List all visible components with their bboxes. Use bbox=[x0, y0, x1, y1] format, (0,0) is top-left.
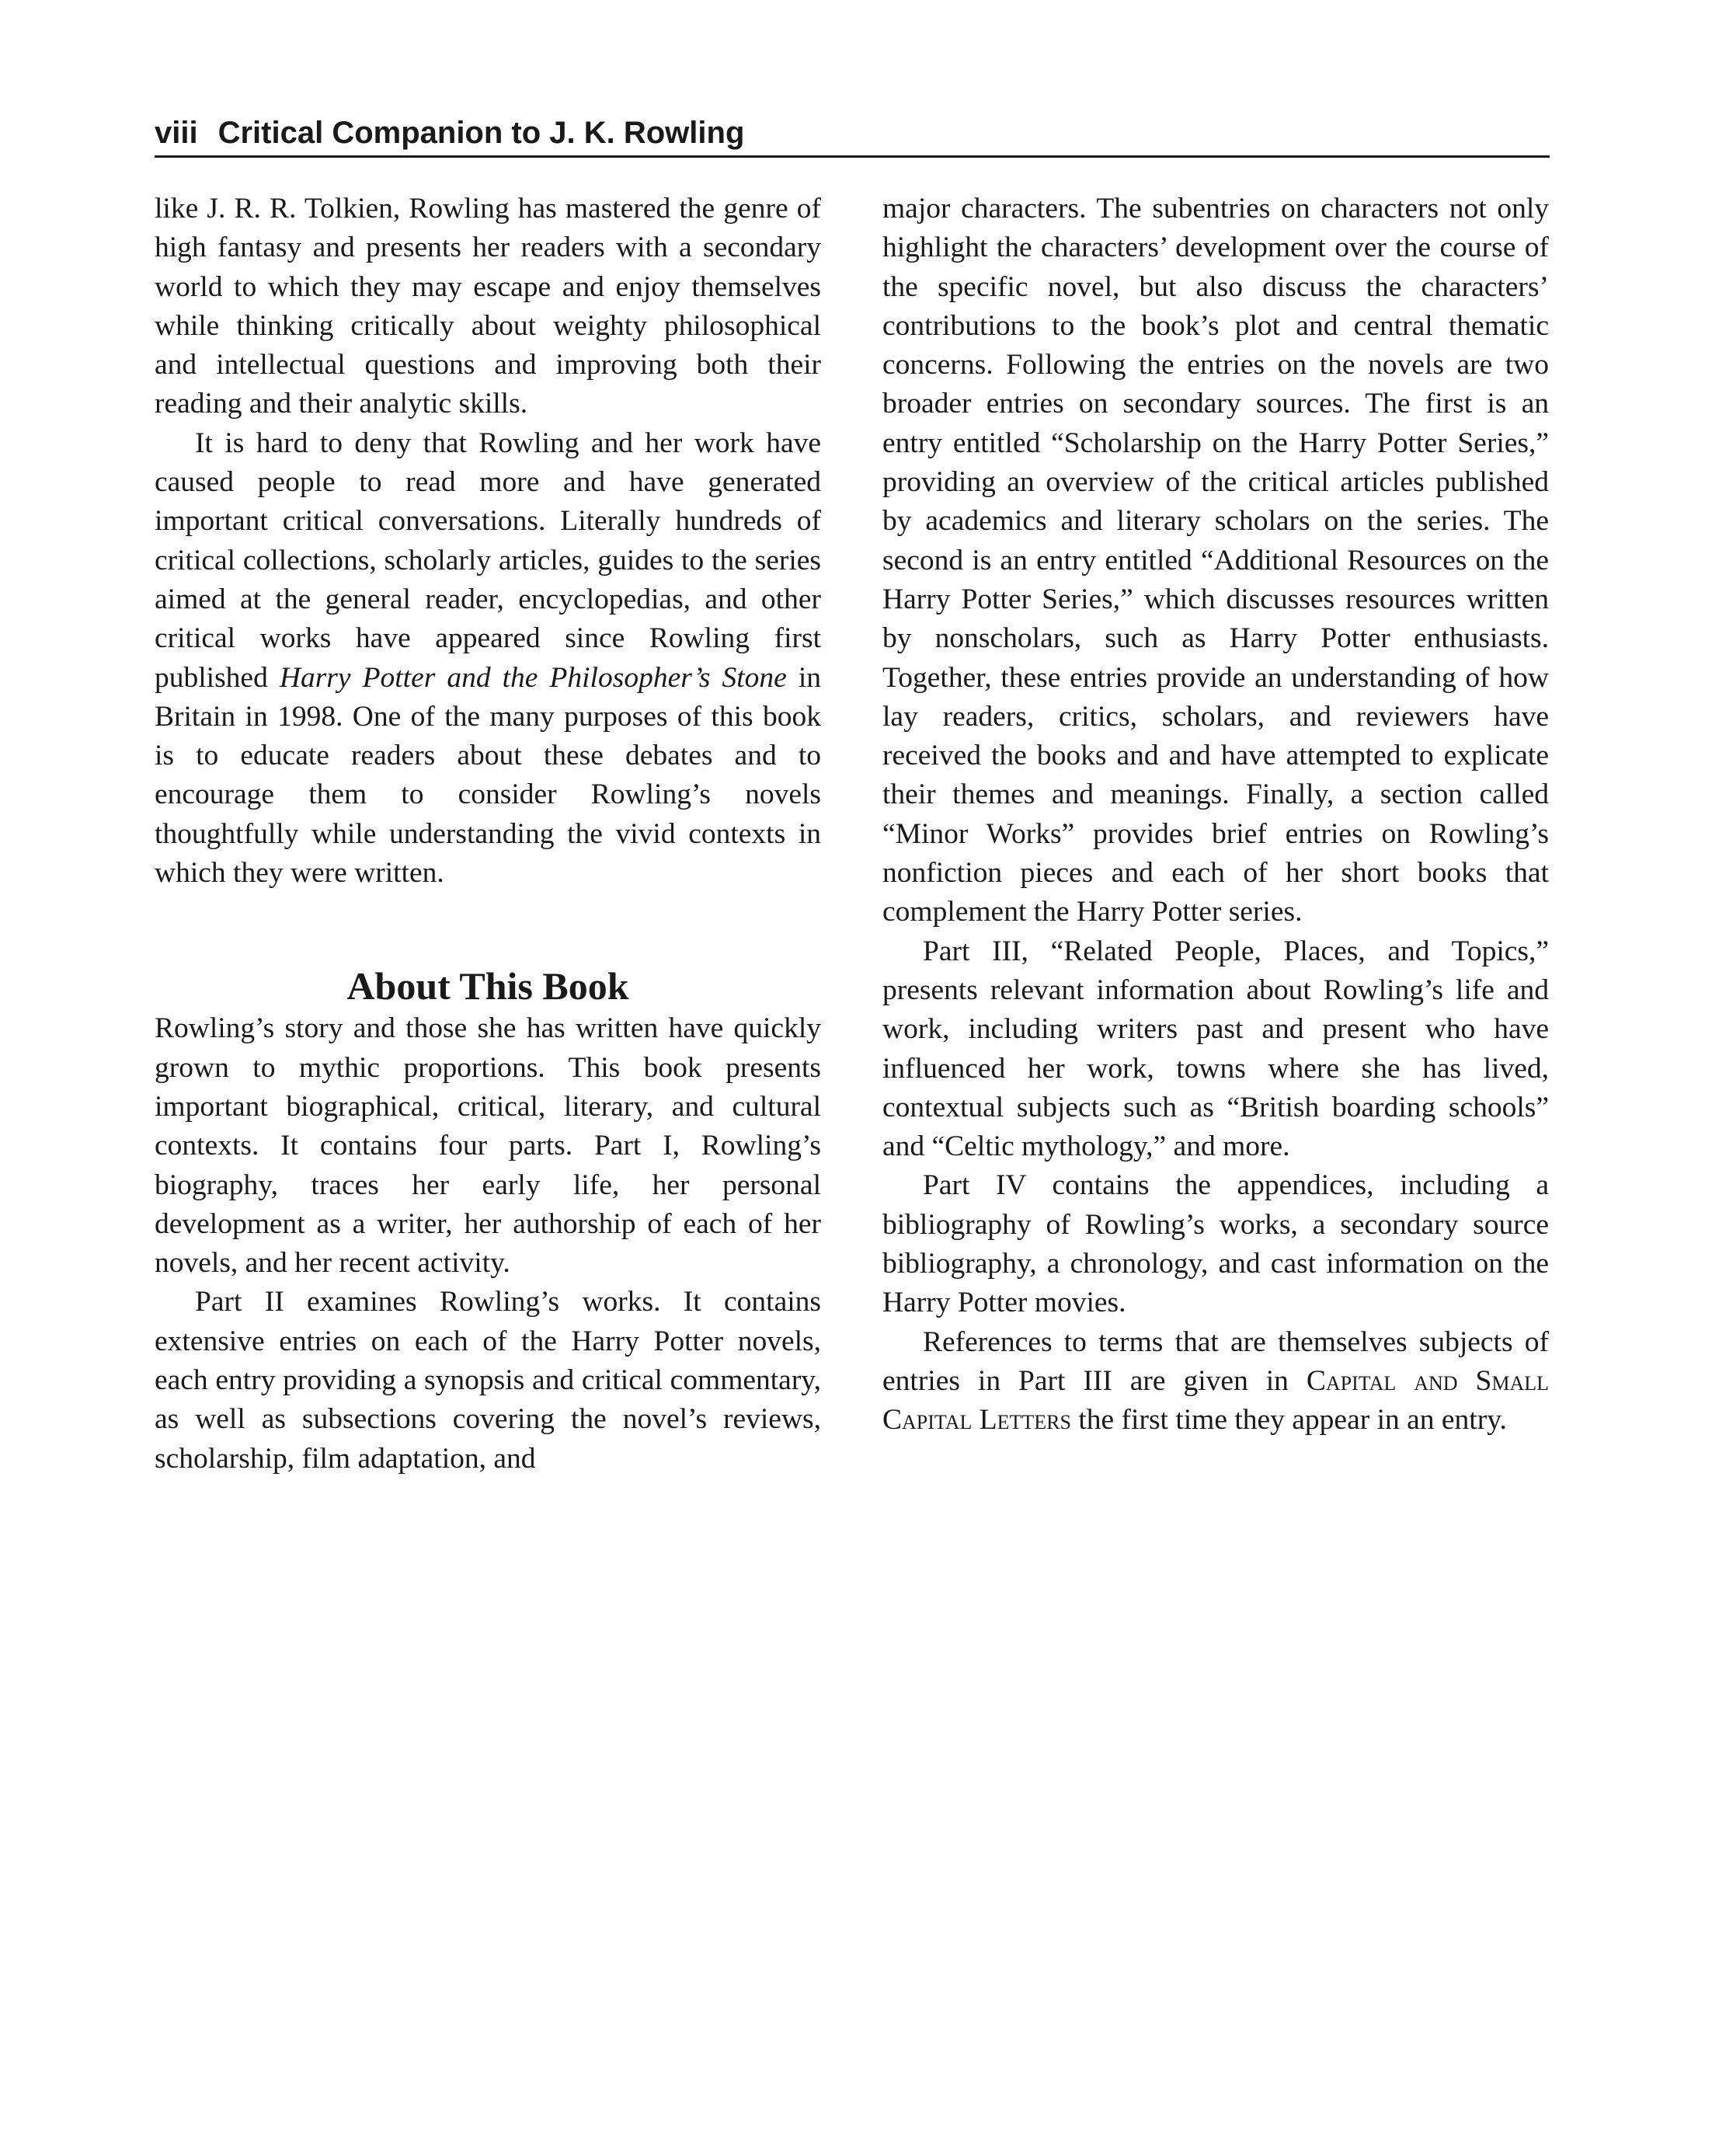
paragraph-references bbox=[882, 1323, 1549, 1440]
paragraph-part-four: Part IV contains the appendices, including a bibliography of Rowling’s works, a secondary source bibliography, a chronology, and cast information on the Harry Potter movies. bbox=[882, 1169, 1549, 1319]
paragraph-continuation: like J. R. R. Tolkien, Rowling has mastered the genre of high fantasy and presents her readers with a secondary world to which they may escape and enjoy themselves while thinking critically about weighty philosophical and intellectual questions and improving both their reading and their analytic skills. bbox=[155, 193, 821, 420]
paragraph-book-overview: Rowling’s story and those she has written have quickly grown to mythic proportions. This book presents important biographical, critical, literary, and cultural contexts. It contains four parts. Part I, Rowling’s biography, traces her early life, her personal development as a writer, her authorship of each of her novels, and her recent activity. bbox=[155, 1012, 821, 1280]
paragraph-part-three: Part III, “Related People, Places, and Topics,” presents relevant information about Rowling’s life and work, including writers past and present who have influenced her work, towns where she has lived, contextual subjects such as “British boarding schools” and “Celtic mythology,” and more. bbox=[882, 935, 1549, 1163]
paragraph-text: the first time they appear in an entry. bbox=[1070, 1404, 1507, 1437]
paragraph-part-two: Part II examines Rowling’s works. It contains extensive entries on each of the Harry Potter novels, each entry providing a synopsis and critical commentary, as well as subsections covering the novel’s reviews, scholarship, film adaptation, and bbox=[155, 1286, 821, 1475]
section-heading: About This Book bbox=[346, 964, 629, 1008]
right-column bbox=[882, 190, 1549, 1440]
book-title-italic: Harry Potter and the Philosopher’s Stone bbox=[279, 661, 787, 694]
small-caps-text: Capital and Small Capital Letters bbox=[882, 1364, 1549, 1437]
paragraph-text: References to terms that are themselves subjects of entries in Part III are given in bbox=[882, 1325, 1549, 1397]
running-head bbox=[155, 110, 1550, 158]
paragraph-rowling-impact bbox=[155, 424, 821, 893]
left-column bbox=[155, 190, 821, 1479]
page-number: viii bbox=[155, 116, 198, 150]
paragraph-text: It is hard to deny that Rowling and her work have caused people to read more and have generated important critical conversations. Literally hundreds of critical collections, scholarly articles, guides to the series aimed at the general reader, encyclopedias, and other critical works have appeared since Rowling first published bbox=[155, 427, 821, 694]
running-title: Critical Companion to J. K. Rowling bbox=[217, 116, 745, 150]
paragraph-continuation: major characters. The subentries on characters not only highlight the characters’ development over the course of the specific novel, but also discuss the characters’ contributions to the book’s plot and central thematic concerns. Following the entries on the novels are two broader entries on secondary sources. The first is an entry entitled “Scholarship on the Harry Potter Series,” providing an overview of the critical articles published by academics and literary scholars on the series. The second is an entry entitled “Additional Resources on the Harry Potter Series,” which discusses resources written by nonscholars, such as Harry Potter enthusiasts. Together, these entries provide an understanding of how lay readers, critics, scholars, and reviewers have received the books and and have attempted to explicate their themes and meanings. Finally, a section called “Minor Works” provides brief entries on Rowling’s nonfiction pieces and each of her short books that complement the Harry Potter series. bbox=[882, 193, 1549, 928]
paragraph-text: in Britain in 1998. One of the many purposes of this book is to educate readers about these debates and to encourage them to consider Rowling’s novels thoughtfully while understanding the vivid contexts in which they were written. bbox=[155, 661, 822, 890]
